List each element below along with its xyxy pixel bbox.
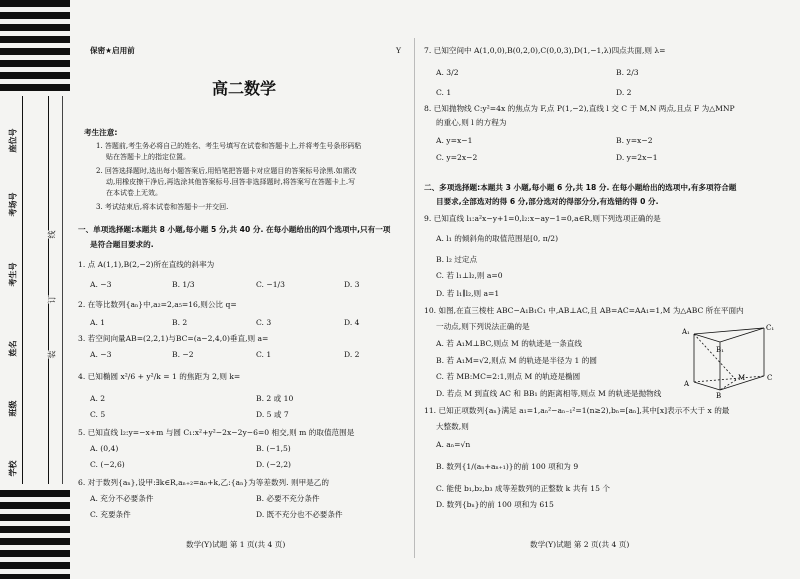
option: A. 充分不必要条件 [90,494,154,503]
notice-line: 动,用橡皮擦干净后,再选涂其他答案标号.回答非选择题时,将答案写在答题卡上.写 [106,178,356,186]
option: A. 1 [90,318,106,327]
option: B. 必要不充分条件 [256,494,320,503]
page-divider [414,38,415,558]
question-3: 3. 若空间向量AB=(2,2,1)与BC=(a−2,4,0)垂直,则 a= [78,334,269,343]
figure-label-c: C [767,374,773,382]
option: D. 4 [344,318,360,327]
option: B. 2/3 [616,68,639,77]
edition-mark: Y [396,46,402,55]
page-footer-2: 数学(Y)试题 第 2 页(共 4 页) [530,540,630,549]
option: D. 3 [344,280,360,289]
secrecy-label: 保密★启用前 [90,46,135,55]
option: C. 能使 b₁,b₂,b₃ 成等差数列的正整数 k 共有 15 个 [436,484,610,493]
option: D. 既不充分也不必要条件 [256,510,343,519]
option: C. 3 [256,318,272,327]
option: D. 5 或 7 [256,410,289,419]
cut-mark-bind: 装 [47,350,57,359]
option: A. −3 [90,280,112,289]
option: A. 2 [90,394,106,403]
option: B. 1/3 [172,280,195,289]
option: A. 若 A₁M⊥BC,则点 M 的轨迹是一条直线 [436,339,582,348]
section1-heading: 一、单项选择题:本题共 8 小题,每小题 5 分,共 40 分. 在每小题给出的四个选项中,只有一项 [78,225,391,234]
section1-heading-cont: 是符合题目要求的. [90,240,154,249]
cut-mark-line: 线 [47,230,57,239]
margin-label-candidate-number: 考生号 [8,262,18,287]
option: A. −3 [90,350,112,359]
section2-heading: 二、多项选择题:本题共 3 小题,每小题 6 分,共 18 分. 在每小题给出的选项中,有多项符合题 [424,183,737,192]
option: A. aₙ=√n [436,440,471,449]
option: C. (−2,6) [90,460,125,469]
option: B. 若 A₁M=√2,则点 M 的轨迹是半径为 1 的圆 [436,356,597,365]
notice-line: 1. 答题前,考生务必将自己的姓名、考生号填写在试卷和答题卡上,并将考生号条形码粘 [96,142,362,150]
figure-label-a1: A₁ [682,328,690,336]
question-9: 9. 已知直线 l₁:a²x−y+1=0,l₂:x−ay−1=0,a∈R,则下列选项正确的是 [424,214,661,223]
option: A. y=x−1 [436,136,473,145]
notice-line: 2. 回答选择题时,选出每小题答案后,用铅笔把答题卡对应题目的答案标号涂黑.如需改 [96,167,357,175]
question-11-cont: 大整数,则 [436,422,469,431]
option: B. 2 [172,318,188,327]
notice-line: 在本试卷上无效。 [106,189,162,197]
option: B. 2 或 10 [256,394,294,403]
question-6: 6. 对于数列{aₙ},设甲:∃k∈R,aₙ₊₂=aₙ+k,乙:{aₙ}为等差数列. 则甲是乙的 [78,478,329,487]
margin-label-exam-room: 考场号 [8,192,18,217]
question-1: 1. 点 A(1,1),B(2,−2)所在直线的斜率为 [78,260,215,269]
question-8-cont: 的重心,则 l 的方程为 [436,118,507,127]
option: C. 充要条件 [90,510,131,519]
margin-label-seat: 座位号 [8,128,18,153]
option: D. 数列{bₙ}的前 100 项和为 615 [436,500,554,509]
question-7: 7. 已知空间中 A(1,0,0),B(0,2,0),C(0,0,3),D(1,−1,λ)四点共面,则 λ= [424,46,666,55]
option: B. y=x−2 [616,136,653,145]
figure-label-c1: C₁ [766,324,775,332]
notice-line: 3. 考试结束后,将本试卷和答题卡一并交回. [96,203,229,211]
prism-figure [680,320,780,400]
question-2: 2. 在等比数列{aₙ}中,a₂=2,a₅=16,则公比 q= [78,300,237,309]
option: D. 若点 M 到直线 AC 和 BB₁ 的距离相等,则点 M 的轨迹是抛物线 [436,389,662,398]
figure-label-a: A [684,380,690,388]
margin-label-school: 学校 [8,460,18,477]
option: C. y=2x−2 [436,153,478,162]
option: B. −2 [172,350,194,359]
figure-label-b1: B₁ [716,346,724,354]
option: B. 数列{1/(aₙ+aₙ₊₁)}的前 100 项和为 9 [436,462,579,471]
question-8: 8. 已知抛物线 C:y²=4x 的焦点为 F,点 P(1,−2),直线 l 交 C 于 M,N 两点,且点 F 为△MNP [424,104,735,113]
option: A. 3/2 [436,68,459,77]
option: D. y=2x−1 [616,153,658,162]
figure-label-b: B [716,392,722,400]
cut-mark-staple: 订 [47,295,57,304]
option: D. (−2,2) [256,460,292,469]
option: D. 2 [344,350,360,359]
option: D. 2 [616,88,632,97]
page-footer-1: 数学(Y)试题 第 1 页(共 4 页) [186,540,286,549]
option: C. 1 [256,350,272,359]
option: A. (0,4) [90,444,119,453]
option: B. (−1,5) [256,444,291,453]
option: A. l₁ 的倾斜角的取值范围是[0, π/2) [436,234,559,243]
question-4: 4. 已知椭圆 x²/6 + y²/k = 1 的焦距为 2,则 k= [78,372,241,381]
question-10: 10. 如图,在直三棱柱 ABC−A₁B₁C₁ 中,AB⊥AC,且 AB=AC=AA₁=1,M 为△ABC 所在平面内 [424,306,744,315]
option: C. 5 [90,410,106,419]
margin-label-name: 姓名 [8,340,18,357]
option: C. −1/3 [256,280,285,289]
option: C. 1 [436,88,452,97]
question-10-cont: 一动点,则下列说法正确的是 [436,322,530,331]
option: B. l₂ 过定点 [436,255,478,264]
margin-label-class: 班级 [8,400,18,417]
section2-heading-cont: 目要求,全部选对的得 6 分,部分选对的得部分分,有选错的得 0 分. [436,197,659,206]
option: D. 若 l₁∥l₂,则 a=1 [436,289,500,298]
figure-label-m: M [738,374,746,382]
notice-heading: 考生注意: [84,128,118,137]
option: C. 若 MB:MC=2:1,则点 M 的轨迹是椭圆 [436,372,581,381]
page-title: 高二数学 [212,79,277,98]
option: C. 若 l₁⊥l₂,则 a=0 [436,271,503,280]
question-5: 5. 已知直线 l₂:y=−x+m 与圆 C₁:x²+y²−2x−2y−6=0 相交,则 m 的取值范围是 [78,428,355,437]
notice-line: 贴在答题卡上的指定位置。 [106,153,190,161]
question-11: 11. 已知正项数列{aₙ}满足 a₁=1,aₙ²−aₙ₋₁²=1(n≥2),bₙ=[aₙ],其中[x]表示不大于 x 的最 [424,406,730,415]
